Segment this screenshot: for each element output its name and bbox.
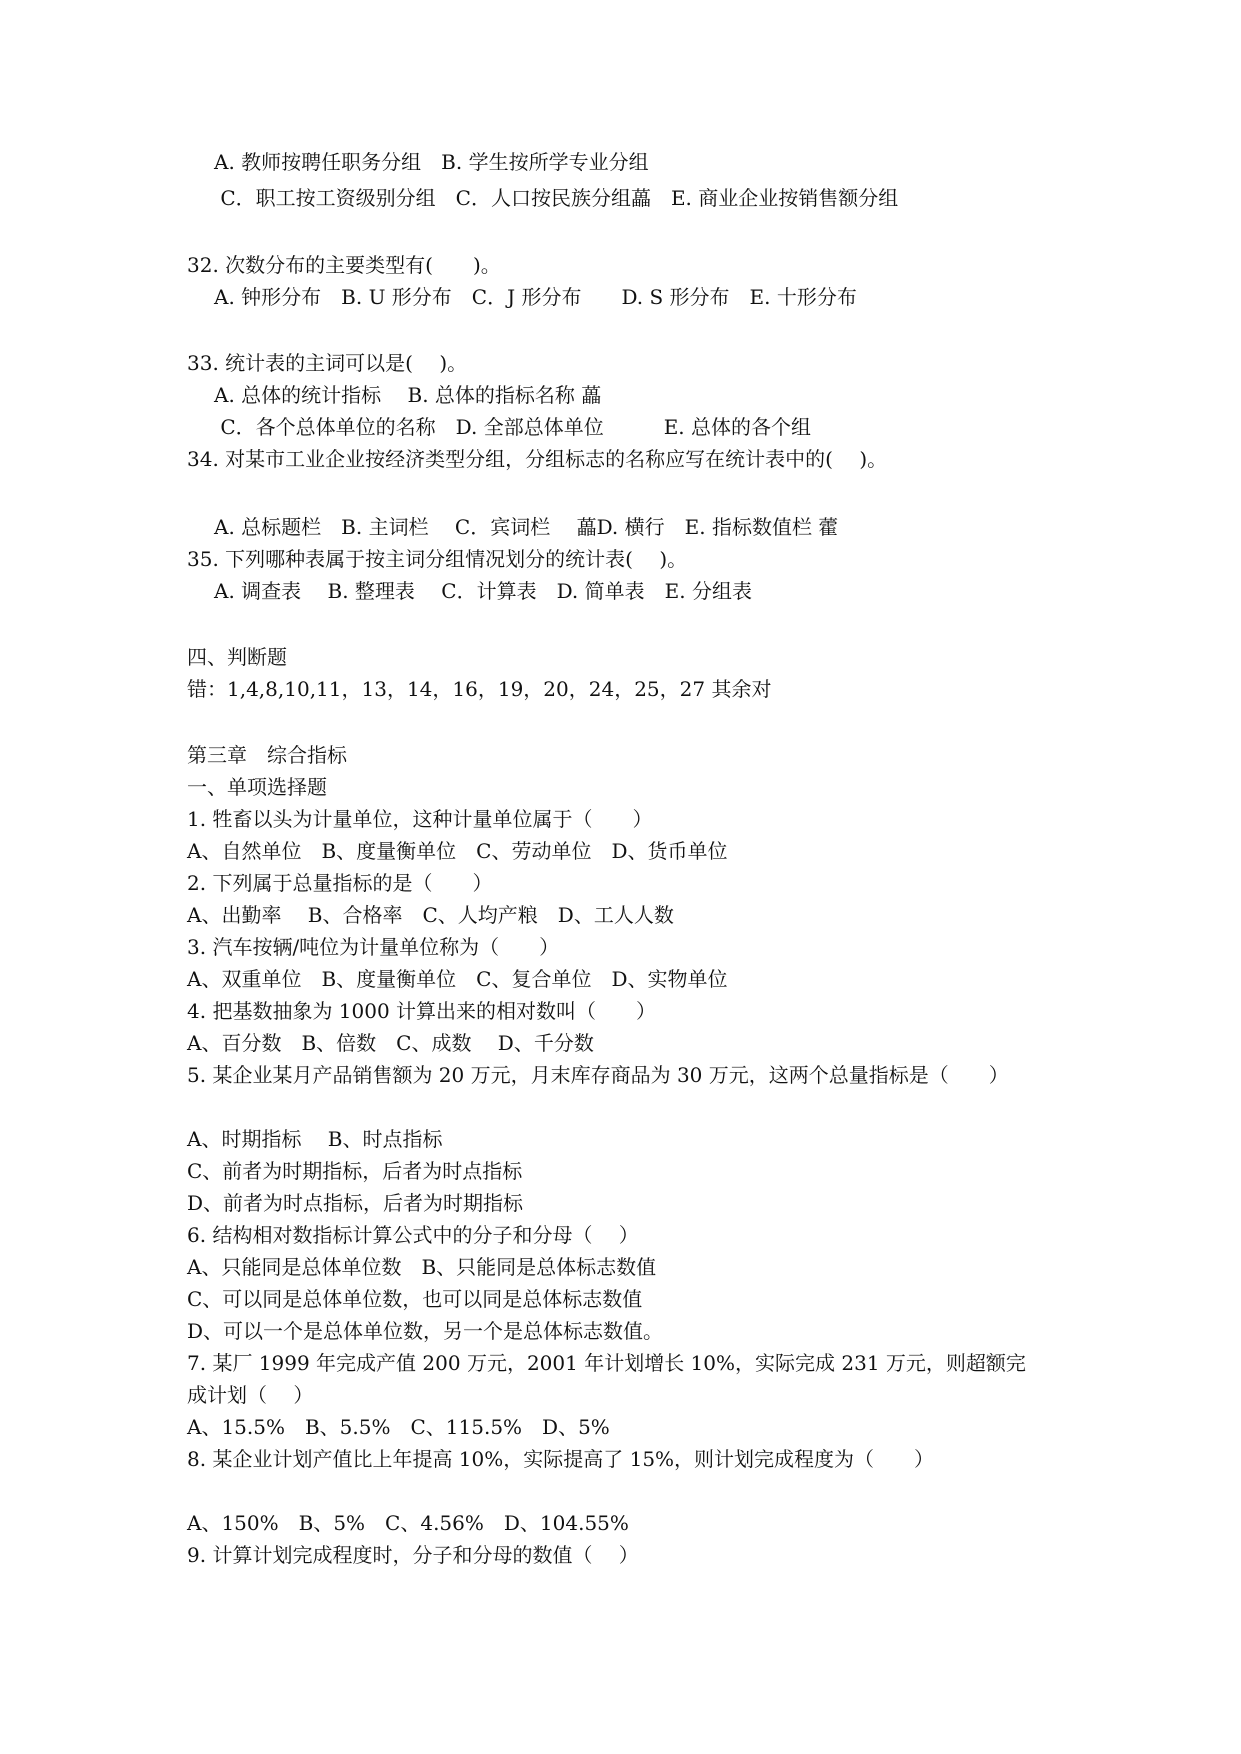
options-3: A、双重单位 B、度量衡单位 C、复合单位 D、实物单位 [187,967,728,991]
section-heading-single-choice: 一、单项选择题 [187,775,327,799]
option-line-35: A. 调查表 B. 整理表 C．计算表 D. 简单表 E. 分组表 [214,579,752,603]
option-line-31b: C．职工按工资级别分组 C．人口按民族分组藟 E. 商业企业按销售额分组 [214,186,899,210]
question-35: 35. 下列哪种表属于按主词分组情况划分的统计表( )。 [187,547,688,571]
question-3: 3. 汽车按辆/吨位为计量单位称为（ ） [187,935,560,959]
question-34: 34. 对某市工业企业按经济类型分组，分组标志的名称应写在统计表中的( )。 [187,447,888,471]
question-1: 1. 牲畜以头为计量单位，这种计量单位属于（ ） [187,807,653,831]
option-line-33b: C．各个总体单位的名称 D. 全部总体单位 E. 总体的各个组 [214,415,812,439]
options-2: A、出勤率 B、合格率 C、人均产粮 D、工人人数 [187,903,674,927]
options-5b: C、前者为时期指标，后者为时点指标 [187,1159,523,1183]
question-6: 6. 结构相对数指标计算公式中的分子和分母（ ） [187,1223,639,1247]
chapter-title: 第三章 综合指标 [187,743,347,767]
question-4: 4. 把基数抽象为 1000 计算出来的相对数叫（ ） [187,999,657,1023]
options-8: A、150% B、5% C、4.56% D、104.55% [187,1511,629,1535]
question-7-continued: 成计划（ ） [187,1383,314,1407]
options-6a: A、只能同是总体单位数 B、只能同是总体标志数值 [187,1255,657,1279]
option-line-34: A. 总标题栏 B. 主词栏 C．宾词栏 藟D. 横行 E. 指标数值栏 藿 [214,515,839,539]
question-8: 8. 某企业计划产值比上年提高 10%，实际提高了 15%，则计划完成程度为（ ） [187,1447,935,1471]
options-7: A、15.5% B、5.5% C、115.5% D、5% [187,1415,610,1439]
judgment-answers: 错：1,4,8,10,11，13，14，16，19，20，24，25，27 其余对 [187,677,772,701]
question-2: 2. 下列属于总量指标的是（ ） [187,871,493,895]
question-5: 5. 某企业某月产品销售额为 20 万元，月末库存商品为 30 万元，这两个总量指标是（ ） [187,1063,1009,1087]
section-heading-judgment: 四、判断题 [187,645,287,669]
option-line-33: A. 总体的统计指标 B. 总体的指标名称 藟 [214,383,602,407]
option-line-31: A. 教师按聘任职务分组 B. 学生按所学专业分组 [214,150,649,174]
question-32: 32. 次数分布的主要类型有( )。 [187,253,501,277]
options-1: A、自然单位 B、度量衡单位 C、劳动单位 D、货币单位 [187,839,728,863]
question-9: 9. 计算计划完成程度时，分子和分母的数值（ ） [187,1543,639,1567]
options-6c: D、可以一个是总体单位数，另一个是总体标志数值。 [187,1319,664,1343]
option-line-32: A. 钟形分布 B. U 形分布 C．J 形分布 D. S 形分布 E. 十形分布 [214,285,857,309]
options-5a: A、时期指标 B、时点指标 [187,1127,443,1151]
options-4: A、百分数 B、倍数 C、成数 D、千分数 [187,1031,594,1055]
question-7: 7. 某厂 1999 年完成产值 200 万元，2001 年计划增长 10%，实际完成 231 万元，则超额完 [187,1351,1026,1375]
options-5c: D、前者为时点指标，后者为时期指标 [187,1191,524,1215]
question-33: 33. 统计表的主词可以是( )。 [187,351,468,375]
options-6b: C、可以同是总体单位数，也可以同是总体标志数值 [187,1287,643,1311]
